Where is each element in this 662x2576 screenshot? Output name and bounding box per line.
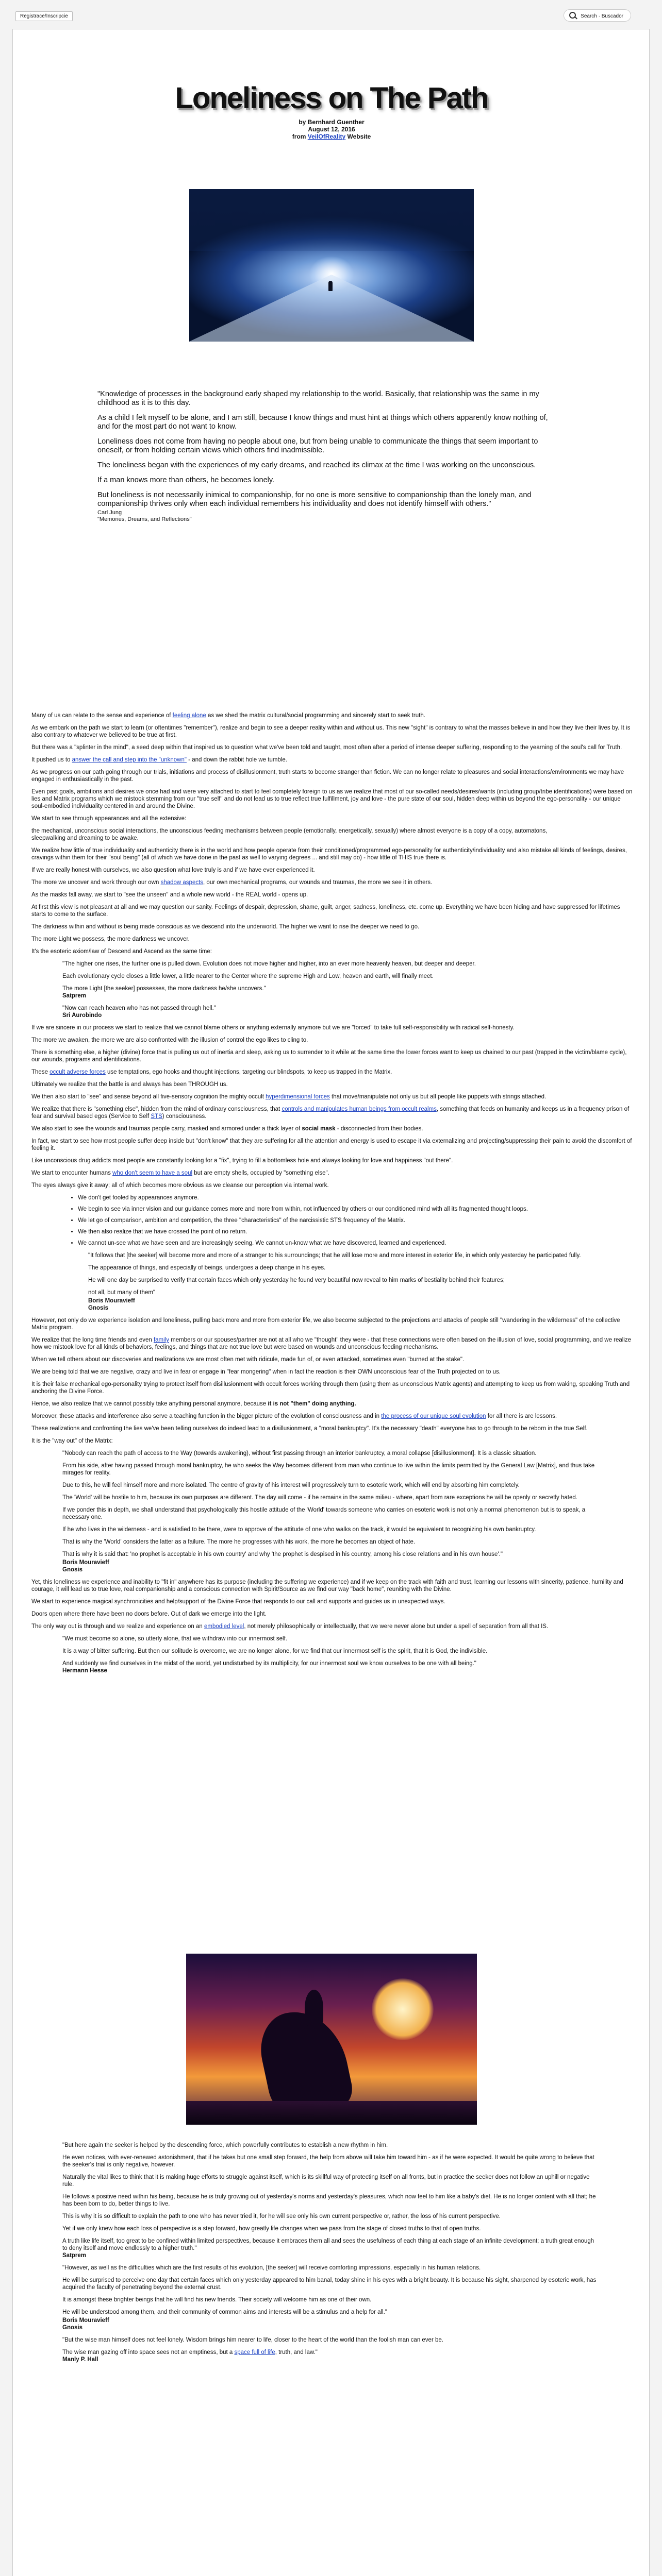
- author-name: Bernhard Guenther: [307, 118, 365, 126]
- text: , truth, and law.": [275, 2349, 318, 2355]
- top-bar: [0, 0, 662, 30]
- quote-paragraph: He will be understood among them, and their community of common aims and interests will be a stimulus and a help for all.": [62, 2309, 387, 2315]
- list-item: • We let go of comparison, ambition and competition, the three "characteristics" of the narcissistic STS frequency of the Matrix.: [78, 1217, 633, 1224]
- paragraph: [31, 1413, 633, 1420]
- inline-link[interactable]: feeling alone: [172, 713, 206, 719]
- paragraph: We are being told that we are negative, crazy and live in fear or engage in "fear mongering" when in fact the reaction is their OWN unconscious fear of the Truth projected on to us.: [31, 1369, 501, 1375]
- quote-source: Gnosis: [62, 2325, 82, 2331]
- quote-attribution: [97, 510, 561, 523]
- search-icon: [569, 12, 576, 19]
- quote-paragraph: If we ponder this in depth, we shall understand that psychologically this hostile attitude of the 'World' towards someone who carries on esoteric work is not only a normal phenomenon but is to speak, a necessary one.: [62, 1507, 586, 1520]
- inline-link[interactable]: answer the call and step into the "unknown": [72, 757, 187, 763]
- bold-text: social mask: [302, 1126, 336, 1132]
- paragraph: As the masks fall away, we start to "see the unseen" and a whole new world - the REAL world - opens up.: [31, 892, 308, 898]
- quote-paragraph: Each evolutionary cycle closes a little lower, a little nearer to the Center where the supreme High and Low, heaven and earth, will finally meet.: [62, 973, 434, 979]
- text: for all there is are lessons.: [486, 1413, 557, 1419]
- paragraph: Like unconscious drug addicts most people are constantly looking for a "fix", trying to fill a bottomless hole and always looking for love and happiness "out there".: [31, 1158, 453, 1164]
- inline-link[interactable]: STS: [151, 1113, 162, 1120]
- page-title: Loneliness on The Path: [175, 81, 488, 115]
- quote-paragraph: not all, but many of them": [88, 1290, 156, 1296]
- jung-quote: [97, 390, 561, 523]
- quote-paragraph: The 'World' will be hostile to him, because its own purposes are different. The day will come - if he remains in the same milieu - where, apart from rare exceptions he will be openly or secretly hated.: [62, 1495, 577, 1501]
- quote-author: Sri Aurobindo: [62, 1012, 102, 1019]
- hero-sky: [189, 189, 474, 251]
- quote-paragraph: That is why the 'World' considers the latter as a failure. The more he progresses with his work, the more he becomes an object of hate.: [62, 1539, 416, 1545]
- paragraph: [31, 1093, 633, 1100]
- quote-paragraph: A truth like life itself, too great to be confined within limited perspectives, because it embraces them all and sees the usefulness of each thing at each stage of an infinite development; a truth great enough to deny itself and move endlessly to a higher truth.": [62, 2238, 594, 2251]
- text: The wise man gazing off into space sees not an emptiness, but a: [62, 2349, 235, 2355]
- article-page: [12, 29, 650, 2576]
- paragraph: However, not only do we experience isolation and loneliness, pulling back more and more from exterior life, we also become subjected to the projections and attacks of people still "wandering in the wilderness" of the collective Matrix program.: [31, 1317, 620, 1331]
- quote-paragraph: "Now can reach heaven who has not passed through hell.": [62, 1005, 216, 1011]
- publish-date: August 12, 2016: [308, 126, 355, 133]
- paragraph: Ultimately we realize that the battle is and always has been THROUGH us.: [31, 1081, 228, 1088]
- image-sun: [372, 1978, 434, 2040]
- quote-author: Boris Mouravieff: [88, 1298, 135, 1304]
- article-body-1: [31, 712, 633, 1680]
- quote-paragraph: Yet if we only knew how each loss of perspective is a step forward, how greatly life changes when we pass from the stage of closed truths to that of open truths.: [62, 2226, 481, 2232]
- quote-paragraph: "We must become so alone, so utterly alone, that we withdraw into our innermost self.: [62, 1636, 287, 1642]
- quote-paragraph: "The higher one rises, the further one is pulled down. Evolution does not move higher and higher, into an ever more heavenly heaven, but deeper and deeper.: [62, 961, 476, 967]
- paragraph: [31, 1400, 633, 1408]
- paragraph: [31, 712, 633, 719]
- quote-paragraph: "But here again the seeker is helped by the descending force, which powerfully contributes to establish a new rhythm in him.: [62, 2142, 388, 2148]
- paragraph: [31, 1623, 633, 1630]
- list-item: • We don't get fooled by appearances anymore.: [78, 1194, 633, 1201]
- text: but are empty shells, occupied by "something else".: [192, 1170, 329, 1176]
- text: These: [31, 1069, 50, 1075]
- source-suffix: Website: [345, 133, 371, 140]
- text: Moreover, these attacks and interference also serve a teaching function in the bigger picture of the evolution of consciousness and in: [31, 1413, 382, 1419]
- quote-source: "Memories, Dreams, and Reflections": [97, 516, 192, 522]
- paragraph: In fact, we start to see how most people suffer deep inside but "don't know" that they are suffering for all the attention and energy is used to escape it via externalizing and projecting/suppressing their pain to avoid the discomfort of feeling it.: [31, 1138, 632, 1151]
- quote-paragraph: "It follows that [the seeker] will become more and more of a stranger to his surroundings; that he will lose more and more interest in exterior life, in which only yesterday he participated fully.: [88, 1252, 581, 1259]
- quote-paragraph: Loneliness does not come from having no people about one, but from being unable to communicate the things that seem important to oneself, or from holding certain views which others find inadmissible.: [97, 437, 538, 454]
- paragraph: There is something else, a higher (divine) force that is pulling us out of inertia and sleep, asking us to surrender to it while at the same time the lower forces want to keep us chained to our past (trapped in the victim/blame cycle), our wounds, programs and identifications.: [31, 1049, 627, 1063]
- quote-paragraph: The loneliness began with the experiences of my early dreams, and reached its climax at the time I was working on the unconscious.: [97, 461, 536, 469]
- by-prefix: by: [299, 118, 308, 126]
- quote-paragraph: He even notices, with ever-renewed astonishment, that if he takes but one small step forward, the help from above will take him toward him - as if he were expected. It would be quite wrong to believe that the seeker's trial is only negative, however.: [62, 2155, 594, 2168]
- paragraph: Yet, this loneliness we experience and inability to "fit in" anywhere has its purpose (including the suffering we experience) and if we keep on the track with faith and trust, learning our lessons with sincerity, patience, humility and courage, it will lead us to true love, real companionship and a conscious connection with Spirit/Source as we find our way "back home", reuniting with the Divine.: [31, 1579, 623, 1592]
- from-prefix: from: [292, 133, 308, 140]
- list-item: • We cannot un-see what we have seen and are increasingly seeing. We cannot un-know what we have discovered, learned and experienced.: [78, 1240, 633, 1247]
- text: ) consciousness.: [162, 1113, 207, 1120]
- list-item: • We begin to see via inner vision and our guidance comes more and more from within, not influenced by others or our conditioned mind with all its fragmented thought loops.: [78, 1206, 633, 1213]
- inline-link[interactable]: controls and manipulates human beings from occult realms: [282, 1106, 437, 1112]
- image-ground: [186, 2101, 477, 2125]
- quote-paragraph: Naturally the vital likes to think that it is making huge efforts to struggle against itself, which is its skillful way of protecting itself on all fronts, but in practice the seeker does not follow an uphill or negative rule.: [62, 2174, 590, 2188]
- article-body-2: [31, 2142, 633, 2368]
- text: We realize that there is "something else", hidden from the mind of ordinary consciousness, that: [31, 1106, 282, 1112]
- quote-paragraph: "Nobody can reach the path of access to the Way (towards awakening), without first passing through an interior bankruptcy, a moral collapse [disillusionment]. It is a classic situation.: [62, 1450, 537, 1456]
- text: use temptations, ego hooks and thought injections, targeting our blindspots, to keep us trapped in the Matrix.: [105, 1069, 392, 1075]
- text: , something that feeds on humanity and keeps us in a frequency prison of fear and survival based egos (Service to Self: [31, 1106, 630, 1120]
- paragraph: Even past goals, ambitions and desires we once had and were very attached to start to feel completely foreign to us as we realize that most of our so-called needs/desires/wants (including group/tribe identifications) were based on lies and Matrix programs which we mistook stemming from our "true self" and do not lead us to true reflect true fulfillment, joy and love - the pure state of our soul, hidden deep within us beyond the ego-personality - our unique soul-embodied individuality centered in and around the Divine.: [31, 789, 633, 809]
- horse-rider-image: [186, 1954, 477, 2125]
- hero-figure: [328, 281, 333, 291]
- article-header: [25, 81, 638, 140]
- inline-link[interactable]: space full of life: [234, 2349, 275, 2355]
- list-item: • We then also realize that we have crossed the point of no return.: [78, 1228, 633, 1235]
- paragraph: It is the "way out" of the Matrix:: [31, 1438, 113, 1444]
- paragraph: We realize how little of true individuality and authenticity there is in the world and how people operate from their conditioned/programmed ego-personality for authenticity/individuality and also mistake all kinds of feelings, desires, cravings within them for their "soul being" (all of which we have done in the past as well to varying degrees ... and still may do) - how little of THIS true there is.: [31, 848, 627, 861]
- paragraph: These realizations and confronting the lies we've been telling ourselves do indeed lead to a disillusionment, a "moral bankruptcy". It's the necessary "death" everyone has to go through to be reborn in the true Self.: [31, 1426, 588, 1432]
- paragraph: When we tell others about our discoveries and realizations we are most often met with ridicule, made fun of, or even attacked, sometimes even "burned at the stake".: [31, 1357, 465, 1363]
- quote-paragraph: From his side, after having passed through moral bankruptcy, he who seeks the Way becomes different from man who continue to live within the limits permitted by the General Law [Matrix], and thus take mirages for reality.: [62, 1463, 595, 1476]
- paragraph: As we embark on the path we start to learn (or oftentimes "remember"), realize and begin to see a deeper reality within and without us. This new "sight" is contrary to what the masses believe in and how they live their lives by. It is also contrary to whatever we believed to be true at first.: [31, 725, 631, 738]
- quote-author: Boris Mouravieff: [62, 1560, 109, 1566]
- paragraph: It's the esoteric axiom/law of Descend and Ascend as the same time:: [31, 948, 212, 955]
- quote-paragraph: If he who lives in the wilderness - and is satisfied to be there, were to approve of the attitude of one who walks on the track, it would be equivalent to recognizing his own bankruptcy.: [62, 1527, 536, 1533]
- quote-paragraph: [62, 2349, 599, 2356]
- quote-paragraph: The appearance of things, and especially of beings, undergoes a deep change in his eyes.: [88, 1265, 326, 1271]
- quote-paragraph: As a child I felt myself to be alone, and I am still, because I know things and must hint at things which others apparently know nothing of, and for the most part do not want to know.: [97, 414, 548, 431]
- paragraph: The eyes always give it away; all of which becomes more obvious as we cleanse our perception via internal work.: [31, 1182, 329, 1189]
- paragraph: [31, 756, 633, 764]
- bold-text: it is not "them" doing anything.: [268, 1401, 356, 1407]
- quote-paragraph: That is why it is said that: 'no prophet is acceptable in his own country' and why 'the prophet is despised in his country, among his close relations and in his own house'.": [62, 1551, 503, 1557]
- quote-author: Boris Mouravieff: [62, 2317, 109, 2324]
- paragraph: It is their false mechanical ego-personality trying to protect itself from disillusionment with occult forces working through them (using them as unconscious Matrix agents) and attempting to keep us from waking, speaking Truth and anchoring the Divine Force.: [31, 1381, 630, 1395]
- quote-paragraph: "Knowledge of processes in the background early shaped my relationship to the world. Basically, that relationship was the same in my childhood as it is to this day.: [97, 390, 539, 407]
- inline-link[interactable]: who don't seem to have a soul: [112, 1170, 193, 1176]
- text: We realize that the long time friends and even: [31, 1337, 154, 1343]
- aurobindo-quote: [62, 1005, 599, 1019]
- paragraph: [31, 1125, 633, 1132]
- satprem-quote: [62, 960, 599, 999]
- search-button[interactable]: [564, 9, 631, 22]
- text: We start to encounter humans: [31, 1170, 113, 1176]
- quote-paragraph: It is amongst these brighter beings that he will find his new friends. Their society will welcome him as one of their own.: [62, 2297, 372, 2303]
- quote-source: Gnosis: [62, 1567, 82, 1573]
- quote-paragraph: He will be surprised to perceive one day that certain faces which only yesterday appeared to him banal, today shine in his eyes with a bright beauty. It is because his sight, sharpened by esoteric work, has acquired the faculty of penetrating beyond the external crust.: [62, 2277, 597, 2291]
- paragraph: We start to see through appearances and all the extensive:: [31, 816, 187, 822]
- text: Many of us can relate to the sense and experience of: [31, 713, 173, 719]
- quote-paragraph: He follows a positive need within his being, because he is truly growing out of yesterday's norms and yesterday's pleasures, which now feel to him like a baby's diet. He is no longer content with all that; he has been born to do, better things to live.: [62, 2194, 596, 2207]
- paragraph: As we progress on our path going through our trials, initiations and process of disillusionment, truth starts to become stranger than fiction. We can no longer relate to pleasures and social interactions/environments we may have engaged in enthusiastically in the past.: [31, 769, 624, 783]
- paragraph: If we are really honest with ourselves, we also question what love truly is and if we have ever experienced it.: [31, 867, 315, 873]
- quote-author: Satprem: [62, 2252, 87, 2259]
- quote-paragraph: And suddenly we find ourselves in the midst of the world, yet undisturbed by its multiplicity, for our innermost soul we know ourselves to be one with all being.": [62, 1660, 476, 1667]
- bullet-list: [78, 1194, 633, 1247]
- satprem-quote-2: [62, 2142, 599, 2363]
- inline-link[interactable]: embodied level: [204, 1623, 244, 1630]
- text: - and down the rabbit hole we tumble.: [186, 757, 287, 763]
- image-rider: [305, 1990, 323, 2026]
- text: , our own mechanical programs, our wounds and traumas, the more we see it in others.: [203, 879, 433, 886]
- inline-link[interactable]: the process of our unique soul evolution: [381, 1413, 486, 1419]
- paragraph: [31, 879, 633, 886]
- paragraph: Doors open where there have been no doors before. Out of dark we emerge into the light.: [31, 1611, 267, 1617]
- quote-author: Manly P. Hall: [62, 2357, 98, 2363]
- quote-paragraph: But loneliness is not necessarily inimical to companionship, for no one is more sensitive to companionship than the lonely man, and companionship thrives only when each individual remembers his individuality and does not identify himself with others.": [97, 491, 532, 508]
- register-button[interactable]: Registrace/Inscripcie: [15, 11, 73, 21]
- inline-link[interactable]: occult adverse forces: [49, 1069, 106, 1075]
- text: Hence, we also realize that we cannot possibly take anything personal anymore, because: [31, 1401, 268, 1407]
- paragraph: [31, 1069, 633, 1076]
- text: , not merely philosophically or intellectually, that we were never alone but under a spell of separation from all that IS.: [244, 1623, 549, 1630]
- paragraph: The more we awaken, the more we are also confronted with the illusion of control the ego likes to cling to.: [31, 1037, 308, 1043]
- quote-author: Satprem: [62, 993, 87, 999]
- text: The only way out is through and we realize and experience on an: [31, 1623, 204, 1630]
- source-link[interactable]: VeilOfReality: [307, 133, 346, 140]
- paragraph: The darkness within and without is being made conscious as we descend into the underworld. The higher we want to rise the deeper we need to go.: [31, 924, 420, 930]
- byline: [25, 118, 638, 140]
- indented-paragraph: the mechanical, unconscious social interactions, the unconscious feeding mechanisms between people (emotionally, energetically, sexually) where almost everyone is a copy of a copy, automatons, sleepwalking and dreaming to be awake.: [31, 828, 548, 841]
- gnosis-quote: [62, 1450, 599, 1573]
- text: The more we uncover and work through our own: [31, 879, 161, 886]
- paragraph: At first this view is not pleasant at all and we may question our sanity. Feelings of despair, depression, shame, guilt, anger, sadness, loneliness, etc. come up. Everything we have been hiding and have suppressed for lifetimes starts to come to the surface.: [31, 904, 620, 918]
- text: It pushed us to: [31, 757, 72, 763]
- text: - disconnected from their bodies.: [335, 1126, 423, 1132]
- text: We then also start to "see" and sense beyond all five-sensory cognition the mighty occult: [31, 1094, 266, 1100]
- quote-author: Carl Jung: [97, 510, 122, 516]
- inline-link[interactable]: hyperdimensional forces: [266, 1094, 330, 1100]
- quote-paragraph: This is why it is so difficult to explain the path to one who has never tried it, for he will see only his own current perspective or, rather, the loss of his current perspective.: [62, 2213, 501, 2219]
- quote-paragraph: Due to this, he will feel himself more and more isolated. The centre of gravity of his interest will progressively turn to esoteric work, which will end by absorbing him completely.: [62, 1482, 520, 1488]
- quote-paragraph: "But the wise man himself does not feel lonely. Wisdom brings him nearer to life, closer to the heart of the world than the foolish man can ever be.: [62, 2337, 443, 2343]
- hero-image: [189, 189, 474, 342]
- inline-link[interactable]: shadow aspects: [160, 879, 204, 886]
- text: that move/manipulate not only us but all people like puppets with strings attached.: [329, 1094, 547, 1100]
- quote-paragraph: If a man knows more than others, he becomes lonely.: [97, 476, 275, 484]
- paragraph: We start to experience magical synchronicities and help/support of the Divine Force that responds to our call and supports and guides us in unexpected ways.: [31, 1599, 445, 1605]
- search-label: Search · Buscador: [581, 13, 623, 19]
- mouravieff-quote: [88, 1252, 593, 1312]
- paragraph: [31, 1170, 633, 1177]
- paragraph: The more Light we possess, the more darkness we uncover.: [31, 936, 190, 942]
- paragraph: [31, 1336, 633, 1351]
- quote-paragraph: He will one day be surprised to verify that certain faces which only yesterday he found very beautiful now reveal to him marks of bestiality behind their features;: [88, 1277, 505, 1283]
- quote-paragraph: It is a way of bitter suffering. But then our solitude is overcome, we are no longer alone, for we find that our innermost self is the spirit, that it is God, the indivisible.: [62, 1648, 488, 1654]
- paragraph: [31, 1106, 633, 1120]
- quote-author: Hermann Hesse: [62, 1668, 107, 1674]
- paragraph: But there was a "splinter in the mind", a seed deep within that inspired us to question what we've been told and taught, most often after a period of intense deeper suffering, responding to the yearning of the soul's call for Truth.: [31, 744, 622, 751]
- inline-link[interactable]: family: [153, 1337, 169, 1343]
- quote-paragraph: The more Light [the seeker] possesses, the more darkness he/she uncovers.": [62, 986, 266, 992]
- quote-paragraph: "However, as well as the difficulties which are the first results of his evolution, [the seeker] will receive comforting impressions, especially in his human relations.: [62, 2265, 481, 2271]
- quote-source: Gnosis: [88, 1305, 108, 1311]
- text: as we shed the matrix cultural/social programming and sincerely start to seek truth.: [206, 713, 425, 719]
- text: members or our spouses/partner are not at all who we "thought" they were - that these connections were often based on the illusion of love, social programming, and we realize how we mistook love for all kinds of behaviors, feelings, and things that are not true love but were based on wounds and unconscious feeding mechanisms.: [31, 1337, 632, 1350]
- text: We also start to see the wounds and traumas people carry, masked and armored under a thick layer of: [31, 1126, 302, 1132]
- paragraph: If we are sincere in our process we start to realize that we cannot blame others or anything externally anymore but we are "forced" to take full self-responsibility with radical self-honesty.: [31, 1025, 515, 1031]
- hesse-quote: [62, 1635, 599, 1674]
